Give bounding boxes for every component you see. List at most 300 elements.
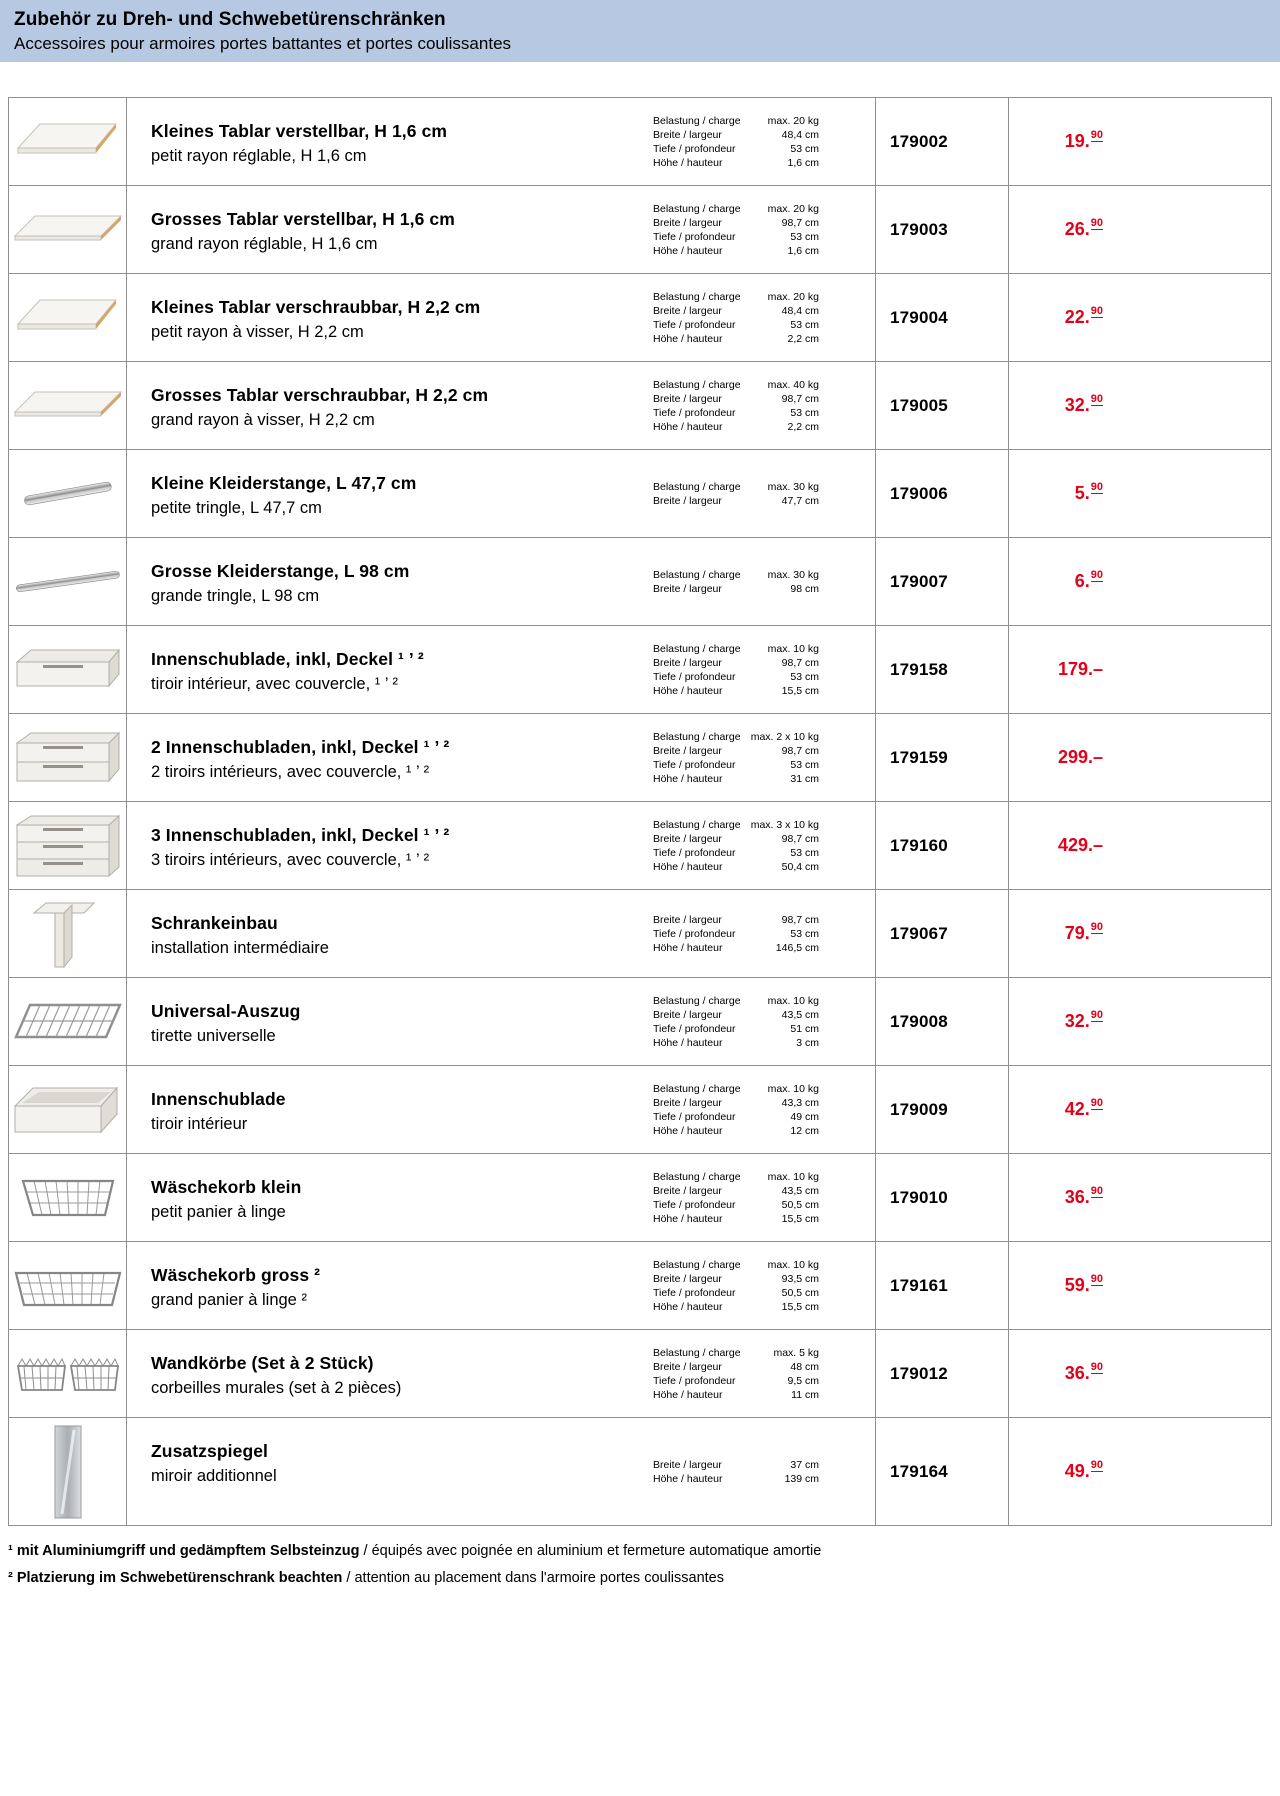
spec-line bbox=[653, 1096, 819, 1110]
price-superscript: 90 bbox=[1090, 480, 1103, 493]
product-name bbox=[127, 450, 639, 537]
price-value: 59. bbox=[1064, 1275, 1090, 1295]
product-image-basket-small bbox=[9, 1154, 127, 1241]
spec-line bbox=[653, 378, 819, 392]
price-superscript: 90 bbox=[1090, 568, 1103, 581]
spec-label: Breite / largeur bbox=[653, 656, 722, 669]
spec-value: 146,5 cm bbox=[775, 941, 819, 954]
product-specs bbox=[639, 890, 876, 977]
spec-label: Breite / largeur bbox=[653, 1184, 722, 1197]
article-number: 179159 bbox=[876, 714, 1009, 801]
spec-label: Höhe / hauteur bbox=[653, 1212, 723, 1225]
spec-value: 15,5 cm bbox=[781, 684, 819, 697]
article-number: 179004 bbox=[876, 274, 1009, 361]
price-value: 429.– bbox=[1057, 835, 1103, 855]
spec-label: Tiefe / profondeur bbox=[653, 1110, 736, 1123]
product-row bbox=[9, 1330, 1271, 1418]
product-price bbox=[1009, 978, 1271, 1065]
product-name-german: Grosses Tablar verstellbar, H 1,6 cm bbox=[151, 209, 455, 229]
product-name-german: Innenschublade bbox=[151, 1089, 286, 1109]
spec-label: Breite / largeur bbox=[653, 128, 722, 141]
spec-value: 15,5 cm bbox=[781, 1212, 819, 1225]
product-row bbox=[9, 186, 1271, 274]
spec-value: max. 10 kg bbox=[767, 642, 819, 655]
product-specs bbox=[639, 274, 876, 361]
spec-value: 53 cm bbox=[790, 758, 819, 771]
product-name bbox=[127, 978, 639, 1065]
product-row bbox=[9, 538, 1271, 626]
spec-line bbox=[653, 114, 819, 128]
product-row bbox=[9, 1066, 1271, 1154]
product-specs bbox=[639, 186, 876, 273]
product-image-shelf-small bbox=[9, 274, 127, 361]
price-superscript: 90 bbox=[1090, 1184, 1103, 1197]
spec-label: Belastung / charge bbox=[653, 818, 741, 831]
product-name-french: corbeilles murales (set à 2 pièces) bbox=[151, 1379, 402, 1397]
spec-label: Tiefe / profondeur bbox=[653, 1374, 736, 1387]
product-name-french: 2 tiroirs intérieurs, avec couvercle, ¹ ’ ² bbox=[151, 763, 430, 781]
product-specs bbox=[639, 538, 876, 625]
product-row bbox=[9, 890, 1271, 978]
spec-line bbox=[653, 494, 819, 508]
spec-label: Höhe / hauteur bbox=[653, 860, 723, 873]
product-specs bbox=[639, 1242, 876, 1329]
spec-value: 48 cm bbox=[790, 1360, 819, 1373]
spec-line bbox=[653, 656, 819, 670]
spec-line bbox=[653, 318, 819, 332]
product-name bbox=[127, 538, 639, 625]
spec-line bbox=[653, 1388, 819, 1402]
spec-value: 47,7 cm bbox=[781, 494, 819, 507]
spec-label: Breite / largeur bbox=[653, 1008, 722, 1021]
spec-value: 98 cm bbox=[790, 582, 819, 595]
price-value: 36. bbox=[1064, 1363, 1090, 1383]
spec-label: Tiefe / profondeur bbox=[653, 846, 736, 859]
product-row bbox=[9, 1154, 1271, 1242]
product-row bbox=[9, 1418, 1271, 1526]
spec-label: Höhe / hauteur bbox=[653, 332, 723, 345]
spec-line bbox=[653, 860, 819, 874]
product-name bbox=[127, 274, 639, 361]
product-row bbox=[9, 978, 1271, 1066]
spec-value: 93,5 cm bbox=[781, 1272, 819, 1285]
spec-line bbox=[653, 927, 819, 941]
spec-label: Breite / largeur bbox=[653, 1096, 722, 1109]
spec-line bbox=[653, 1124, 819, 1138]
spec-value: 139 cm bbox=[784, 1472, 819, 1485]
spec-label: Belastung / charge bbox=[653, 1082, 741, 1095]
spec-label: Tiefe / profondeur bbox=[653, 758, 736, 771]
spec-label: Höhe / hauteur bbox=[653, 941, 723, 954]
product-price bbox=[1009, 1154, 1271, 1241]
article-number: 179008 bbox=[876, 978, 1009, 1065]
spec-line bbox=[653, 772, 819, 786]
spec-line bbox=[653, 216, 819, 230]
product-name bbox=[127, 362, 639, 449]
spec-line bbox=[653, 142, 819, 156]
spec-value: 2,2 cm bbox=[787, 420, 819, 433]
spec-line bbox=[653, 1258, 819, 1272]
spec-label: Breite / largeur bbox=[653, 494, 722, 507]
footnote-1 bbox=[8, 1538, 1272, 1565]
spec-value: max. 10 kg bbox=[767, 1082, 819, 1095]
spec-label: Breite / largeur bbox=[653, 216, 722, 229]
spec-label: Tiefe / profondeur bbox=[653, 927, 736, 940]
spec-value: 53 cm bbox=[790, 230, 819, 243]
spec-line bbox=[653, 1198, 819, 1212]
spec-value: 50,4 cm bbox=[781, 860, 819, 873]
spec-line bbox=[653, 846, 819, 860]
product-name-french: petit rayon à visser, H 2,2 cm bbox=[151, 323, 364, 341]
footnote-2-bold: ² Platzierung im Schwebetürenschrank beachten bbox=[8, 1570, 343, 1586]
spec-line bbox=[653, 290, 819, 304]
spec-value: 48,4 cm bbox=[781, 128, 819, 141]
product-price bbox=[1009, 274, 1271, 361]
product-price bbox=[1009, 1066, 1271, 1153]
spec-label: Breite / largeur bbox=[653, 744, 722, 757]
product-name-german: Zusatzspiegel bbox=[151, 1441, 269, 1461]
spec-label: Tiefe / profondeur bbox=[653, 1022, 736, 1035]
spec-value: 49 cm bbox=[790, 1110, 819, 1123]
spec-line bbox=[653, 480, 819, 494]
spec-label: Breite / largeur bbox=[653, 582, 722, 595]
price-value: 299.– bbox=[1057, 747, 1103, 767]
spec-line bbox=[653, 1036, 819, 1050]
spec-line bbox=[653, 406, 819, 420]
product-name-french: grand rayon réglable, H 1,6 cm bbox=[151, 235, 378, 253]
spec-value: 98,7 cm bbox=[781, 656, 819, 669]
spec-value: 43,5 cm bbox=[781, 1008, 819, 1021]
spec-line bbox=[653, 1110, 819, 1124]
spec-value: 98,7 cm bbox=[781, 913, 819, 926]
product-price bbox=[1009, 450, 1271, 537]
spec-value: 48,4 cm bbox=[781, 304, 819, 317]
product-row bbox=[9, 274, 1271, 362]
spec-value: 51 cm bbox=[790, 1022, 819, 1035]
page-title-german: Zubehör zu Dreh- und Schwebetürenschränken bbox=[14, 9, 446, 30]
spec-label: Belastung / charge bbox=[653, 290, 741, 303]
product-specs bbox=[639, 802, 876, 889]
product-name-french: grand rayon à visser, H 2,2 cm bbox=[151, 411, 375, 429]
product-name bbox=[127, 1330, 639, 1417]
article-number: 179005 bbox=[876, 362, 1009, 449]
product-price bbox=[1009, 1330, 1271, 1417]
spec-value: 98,7 cm bbox=[781, 832, 819, 845]
spec-label: Höhe / hauteur bbox=[653, 1036, 723, 1049]
spec-value: 98,7 cm bbox=[781, 216, 819, 229]
product-price bbox=[1009, 1242, 1271, 1329]
spec-label: Höhe / hauteur bbox=[653, 1124, 723, 1137]
spec-label: Belastung / charge bbox=[653, 202, 741, 215]
spec-value: 53 cm bbox=[790, 846, 819, 859]
product-name-french: miroir additionnel bbox=[151, 1467, 277, 1485]
spec-label: Belastung / charge bbox=[653, 480, 741, 493]
spec-line bbox=[653, 1082, 819, 1096]
product-name-german: 3 Innenschubladen, inkl, Deckel ¹ ’ ² bbox=[151, 825, 450, 845]
spec-line bbox=[653, 1458, 819, 1472]
product-name-german: Innenschublade, inkl, Deckel ¹ ’ ² bbox=[151, 649, 424, 669]
spec-line bbox=[653, 1212, 819, 1226]
spec-value: max. 10 kg bbox=[767, 994, 819, 1007]
product-price bbox=[1009, 538, 1271, 625]
product-specs bbox=[639, 362, 876, 449]
product-name-german: Wandkörbe (Set à 2 Stück) bbox=[151, 1353, 374, 1373]
spec-line bbox=[653, 994, 819, 1008]
spec-line bbox=[653, 128, 819, 142]
spec-line bbox=[653, 1346, 819, 1360]
spec-value: 1,6 cm bbox=[787, 244, 819, 257]
price-value: 79. bbox=[1064, 923, 1090, 943]
spec-line bbox=[653, 1170, 819, 1184]
product-specs bbox=[639, 714, 876, 801]
spec-line bbox=[653, 230, 819, 244]
product-specs bbox=[639, 450, 876, 537]
product-image-wall-baskets bbox=[9, 1330, 127, 1417]
spec-line bbox=[653, 642, 819, 656]
article-number: 179003 bbox=[876, 186, 1009, 273]
spec-line bbox=[653, 568, 819, 582]
price-value: 42. bbox=[1064, 1099, 1090, 1119]
spec-value: 53 cm bbox=[790, 318, 819, 331]
spec-line bbox=[653, 304, 819, 318]
product-name bbox=[127, 714, 639, 801]
article-number: 179164 bbox=[876, 1418, 1009, 1525]
spec-label: Tiefe / profondeur bbox=[653, 142, 736, 155]
price-value: 49. bbox=[1064, 1461, 1090, 1481]
article-number: 179012 bbox=[876, 1330, 1009, 1417]
product-price bbox=[1009, 98, 1271, 185]
product-image-shelf-small bbox=[9, 98, 127, 185]
spec-label: Breite / largeur bbox=[653, 392, 722, 405]
footnote-1-regular: / équipés avec poignée en aluminium et fermeture automatique amortie bbox=[359, 1543, 822, 1559]
spec-value: 1,6 cm bbox=[787, 156, 819, 169]
product-image-divider bbox=[9, 890, 127, 977]
spec-value: max. 2 x 10 kg bbox=[750, 730, 819, 743]
product-image-drawer-open bbox=[9, 1066, 127, 1153]
spec-value: max. 5 kg bbox=[773, 1346, 819, 1359]
spec-value: max. 10 kg bbox=[767, 1258, 819, 1271]
spec-label: Höhe / hauteur bbox=[653, 772, 723, 785]
product-name bbox=[127, 1242, 639, 1329]
product-name bbox=[127, 626, 639, 713]
spec-value: 37 cm bbox=[790, 1458, 819, 1471]
spec-line bbox=[653, 1008, 819, 1022]
footnotes bbox=[8, 1538, 1272, 1592]
product-name bbox=[127, 802, 639, 889]
spec-line bbox=[653, 684, 819, 698]
product-name-german: Grosse Kleiderstange, L 98 cm bbox=[151, 561, 410, 581]
spec-line bbox=[653, 392, 819, 406]
product-row bbox=[9, 714, 1271, 802]
product-name bbox=[127, 1418, 639, 1525]
product-image-mirror bbox=[9, 1418, 127, 1525]
article-number: 179007 bbox=[876, 538, 1009, 625]
spec-label: Belastung / charge bbox=[653, 114, 741, 127]
spec-line bbox=[653, 758, 819, 772]
product-specs bbox=[639, 978, 876, 1065]
product-price bbox=[1009, 186, 1271, 273]
product-name-german: Grosses Tablar verschraubbar, H 2,2 cm bbox=[151, 385, 489, 405]
spec-line bbox=[653, 1472, 819, 1486]
spec-value: 98,7 cm bbox=[781, 744, 819, 757]
spec-line bbox=[653, 202, 819, 216]
product-image-rail-short bbox=[9, 450, 127, 537]
price-superscript: 90 bbox=[1090, 920, 1103, 933]
spec-value: 53 cm bbox=[790, 927, 819, 940]
price-value: 6. bbox=[1074, 571, 1090, 591]
page-title-french: Accessoires pour armoires portes battantes et portes coulissantes bbox=[14, 34, 512, 53]
product-name-french: tiroir intérieur bbox=[151, 1115, 248, 1133]
spec-value: 53 cm bbox=[790, 142, 819, 155]
price-superscript: 90 bbox=[1090, 1096, 1103, 1109]
spec-value: 50,5 cm bbox=[781, 1286, 819, 1299]
spec-label: Tiefe / profondeur bbox=[653, 670, 736, 683]
product-image-rail-long bbox=[9, 538, 127, 625]
spec-label: Höhe / hauteur bbox=[653, 156, 723, 169]
spec-label: Breite / largeur bbox=[653, 1458, 722, 1471]
product-row bbox=[9, 802, 1271, 890]
price-superscript: 90 bbox=[1090, 1008, 1103, 1021]
spec-value: 53 cm bbox=[790, 670, 819, 683]
spec-line bbox=[653, 832, 819, 846]
spec-label: Höhe / hauteur bbox=[653, 1388, 723, 1401]
product-table bbox=[8, 97, 1272, 1526]
spec-label: Breite / largeur bbox=[653, 1360, 722, 1373]
spec-value: 12 cm bbox=[790, 1124, 819, 1137]
price-superscript: 90 bbox=[1090, 304, 1103, 317]
article-number: 179067 bbox=[876, 890, 1009, 977]
spec-line bbox=[653, 818, 819, 832]
article-number: 179010 bbox=[876, 1154, 1009, 1241]
product-name bbox=[127, 98, 639, 185]
product-specs bbox=[639, 626, 876, 713]
product-row bbox=[9, 98, 1271, 186]
article-number: 179002 bbox=[876, 98, 1009, 185]
price-value: 5. bbox=[1074, 483, 1090, 503]
spec-value: 15,5 cm bbox=[781, 1300, 819, 1313]
product-specs bbox=[639, 1330, 876, 1417]
product-price bbox=[1009, 362, 1271, 449]
spec-value: 11 cm bbox=[791, 1388, 819, 1401]
article-number: 179006 bbox=[876, 450, 1009, 537]
spec-label: Höhe / hauteur bbox=[653, 1300, 723, 1313]
price-value: 32. bbox=[1064, 395, 1090, 415]
spec-label: Höhe / hauteur bbox=[653, 420, 723, 433]
product-name-french: 3 tiroirs intérieurs, avec couvercle, ¹ ’ ² bbox=[151, 851, 430, 869]
spec-line bbox=[653, 332, 819, 346]
product-image-shelf-large bbox=[9, 362, 127, 449]
price-superscript: 90 bbox=[1090, 392, 1103, 405]
product-price bbox=[1009, 890, 1271, 977]
article-number: 179009 bbox=[876, 1066, 1009, 1153]
price-value: 22. bbox=[1064, 307, 1090, 327]
spec-label: Belastung / charge bbox=[653, 994, 741, 1007]
product-image-pullout bbox=[9, 978, 127, 1065]
product-image-drawer-3 bbox=[9, 802, 127, 889]
product-price bbox=[1009, 802, 1271, 889]
product-name-german: Universal-Auszug bbox=[151, 1001, 301, 1021]
spec-value: max. 30 kg bbox=[767, 480, 819, 493]
spec-value: 98,7 cm bbox=[781, 392, 819, 405]
product-image-shelf-large bbox=[9, 186, 127, 273]
spec-label: Breite / largeur bbox=[653, 832, 722, 845]
product-name-german: Schrankeinbau bbox=[151, 913, 278, 933]
spec-value: max. 20 kg bbox=[767, 114, 819, 127]
price-superscript: 90 bbox=[1090, 128, 1103, 141]
spec-label: Belastung / charge bbox=[653, 568, 741, 581]
spec-line bbox=[653, 670, 819, 684]
footnote-2 bbox=[8, 1565, 1272, 1592]
product-specs bbox=[639, 98, 876, 185]
article-number: 179158 bbox=[876, 626, 1009, 713]
spec-line bbox=[653, 1374, 819, 1388]
spec-label: Belastung / charge bbox=[653, 378, 741, 391]
spec-value: max. 10 kg bbox=[767, 1170, 819, 1183]
spec-value: 43,3 cm bbox=[781, 1096, 819, 1109]
spec-line bbox=[653, 913, 819, 927]
product-name-french: installation intermédiaire bbox=[151, 939, 329, 957]
spec-line bbox=[653, 941, 819, 955]
spec-label: Breite / largeur bbox=[653, 913, 722, 926]
product-specs bbox=[639, 1066, 876, 1153]
product-name-french: petit rayon réglable, H 1,6 cm bbox=[151, 147, 367, 165]
product-name bbox=[127, 1066, 639, 1153]
product-name-german: 2 Innenschubladen, inkl, Deckel ¹ ’ ² bbox=[151, 737, 450, 757]
article-number: 179160 bbox=[876, 802, 1009, 889]
product-name-french: tiroir intérieur, avec couvercle, ¹ ’ ² bbox=[151, 675, 398, 693]
spec-value: 2,2 cm bbox=[787, 332, 819, 345]
product-name-french: petite tringle, L 47,7 cm bbox=[151, 499, 322, 517]
product-name bbox=[127, 1154, 639, 1241]
product-image-basket-large bbox=[9, 1242, 127, 1329]
spec-line bbox=[653, 156, 819, 170]
spec-value: 9,5 cm bbox=[787, 1374, 819, 1387]
spec-value: max. 30 kg bbox=[767, 568, 819, 581]
product-image-drawer-2 bbox=[9, 714, 127, 801]
spec-line bbox=[653, 1184, 819, 1198]
spec-label: Tiefe / profondeur bbox=[653, 318, 736, 331]
spec-label: Belastung / charge bbox=[653, 1258, 741, 1271]
product-row bbox=[9, 626, 1271, 714]
spec-label: Breite / largeur bbox=[653, 304, 722, 317]
spec-line bbox=[653, 730, 819, 744]
spec-label: Tiefe / profondeur bbox=[653, 1198, 736, 1211]
price-value: 19. bbox=[1064, 131, 1090, 151]
article-number: 179161 bbox=[876, 1242, 1009, 1329]
product-name-german: Kleine Kleiderstange, L 47,7 cm bbox=[151, 473, 417, 493]
product-name-french: grand panier à linge ² bbox=[151, 1291, 307, 1309]
product-specs bbox=[639, 1418, 876, 1525]
product-row bbox=[9, 362, 1271, 450]
product-name-german: Kleines Tablar verstellbar, H 1,6 cm bbox=[151, 121, 448, 141]
product-name-french: tirette universelle bbox=[151, 1027, 276, 1045]
spec-label: Höhe / hauteur bbox=[653, 684, 723, 697]
spec-line bbox=[653, 744, 819, 758]
product-image-drawer-1 bbox=[9, 626, 127, 713]
product-price bbox=[1009, 1418, 1271, 1525]
product-name bbox=[127, 890, 639, 977]
product-name-german: Kleines Tablar verschraubbar, H 2,2 cm bbox=[151, 297, 481, 317]
spec-value: 50,5 cm bbox=[781, 1198, 819, 1211]
price-superscript: 90 bbox=[1090, 1272, 1103, 1285]
product-row bbox=[9, 1242, 1271, 1330]
spec-value: 31 cm bbox=[790, 772, 819, 785]
spec-value: 3 cm bbox=[796, 1036, 819, 1049]
spec-label: Höhe / hauteur bbox=[653, 1472, 723, 1485]
price-value: 32. bbox=[1064, 1011, 1090, 1031]
spec-value: 43,5 cm bbox=[781, 1184, 819, 1197]
spec-line bbox=[653, 1022, 819, 1036]
